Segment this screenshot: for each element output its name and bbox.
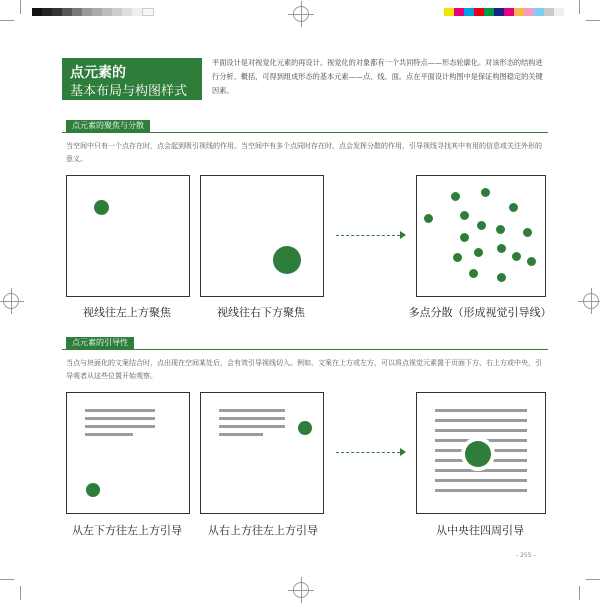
dot xyxy=(273,246,301,274)
caption-center: 从中央往四周引导 xyxy=(436,524,524,537)
dot xyxy=(497,244,506,253)
text-line xyxy=(85,433,133,436)
caption-top-left: 视线往左上方聚焦 xyxy=(83,306,171,319)
text-line xyxy=(435,409,527,412)
section1-rule xyxy=(62,132,548,133)
diagram-upper-right-guide xyxy=(200,392,324,514)
dot xyxy=(469,269,478,278)
caption-scattered: 多点分散（形成视觉引导线） xyxy=(408,306,552,319)
intro-paragraph: 平面设计是对视觉化元素的再设计。视觉化的对象都有一个共同特点——形态轮廓化。对该形态的结构进行分析、概括，可得到组成形态的基本元素——点、线、面。点在平面设计构图中是保证构图稳定的关键因素。 xyxy=(212,58,543,95)
diagram-center-guide xyxy=(416,392,546,514)
page-number: - 255 - xyxy=(516,552,536,559)
dot xyxy=(424,214,433,223)
dot xyxy=(477,221,486,230)
dot xyxy=(512,252,521,261)
text-line xyxy=(219,425,285,428)
arrow-head-icon xyxy=(400,231,406,239)
diagram-scattered-dots xyxy=(416,175,546,297)
caption-upper-right: 从右上方往左上方引导 xyxy=(208,524,318,537)
caption-bottom-right: 视线往右下方聚焦 xyxy=(217,306,305,319)
dot xyxy=(523,228,532,237)
dot xyxy=(509,203,518,212)
page-title-line1: 点元素的 xyxy=(70,65,126,81)
registration-mark-right xyxy=(583,293,599,309)
arrow-head-icon xyxy=(400,448,406,456)
dot xyxy=(465,441,491,467)
page-title-line2: 基本布局与构图样式 xyxy=(70,84,188,99)
dot xyxy=(460,233,469,242)
dot xyxy=(453,253,462,262)
dot xyxy=(298,421,312,435)
registration-mark-left xyxy=(3,293,19,309)
text-line xyxy=(85,417,155,420)
arrow-connector-1 xyxy=(336,235,400,237)
text-line xyxy=(435,419,527,422)
dot xyxy=(460,211,469,220)
text-line xyxy=(219,409,285,412)
section1-heading: 点元素的聚焦与分散 xyxy=(66,120,150,132)
registration-mark-top xyxy=(293,6,309,22)
section2-paragraph: 当点与块面化的文案结合时，点出现在空间某处后，会有效引导视线切入。例如，文案在上方或左方，可以将点视觉元素置于页面下方、右上方或中央，引导观者从这些位置开始观察。 xyxy=(66,359,542,380)
page-title-box xyxy=(62,58,202,100)
text-line xyxy=(219,417,285,420)
text-line xyxy=(85,425,155,428)
diagram-top-left-focus xyxy=(66,175,190,297)
dot xyxy=(86,483,100,497)
section2-rule xyxy=(62,349,548,350)
arrow-connector-2 xyxy=(336,452,400,454)
dot xyxy=(527,257,536,266)
text-line xyxy=(435,489,527,492)
diagram-bottom-right-focus xyxy=(200,175,324,297)
text-line xyxy=(435,479,527,482)
dot xyxy=(451,192,460,201)
section1-paragraph: 当空间中只有一个点存在时，点会起到吸引视线的作用。当空间中有多个点同时存在时，点会发挥分散的作用，引导视线寻找其中有用的信息或关注外形的意义。 xyxy=(66,142,542,163)
dot xyxy=(474,248,483,257)
dot xyxy=(496,225,505,234)
dot xyxy=(94,200,109,215)
section2-heading: 点元素的引导性 xyxy=(66,337,134,349)
text-line xyxy=(219,433,263,436)
registration-mark-bottom xyxy=(293,582,309,598)
dot xyxy=(497,273,506,282)
text-line xyxy=(85,409,155,412)
text-line xyxy=(435,429,527,432)
caption-lower-left: 从左下方往左上方引导 xyxy=(72,524,182,537)
diagram-lower-left-guide xyxy=(66,392,190,514)
dot xyxy=(481,188,490,197)
